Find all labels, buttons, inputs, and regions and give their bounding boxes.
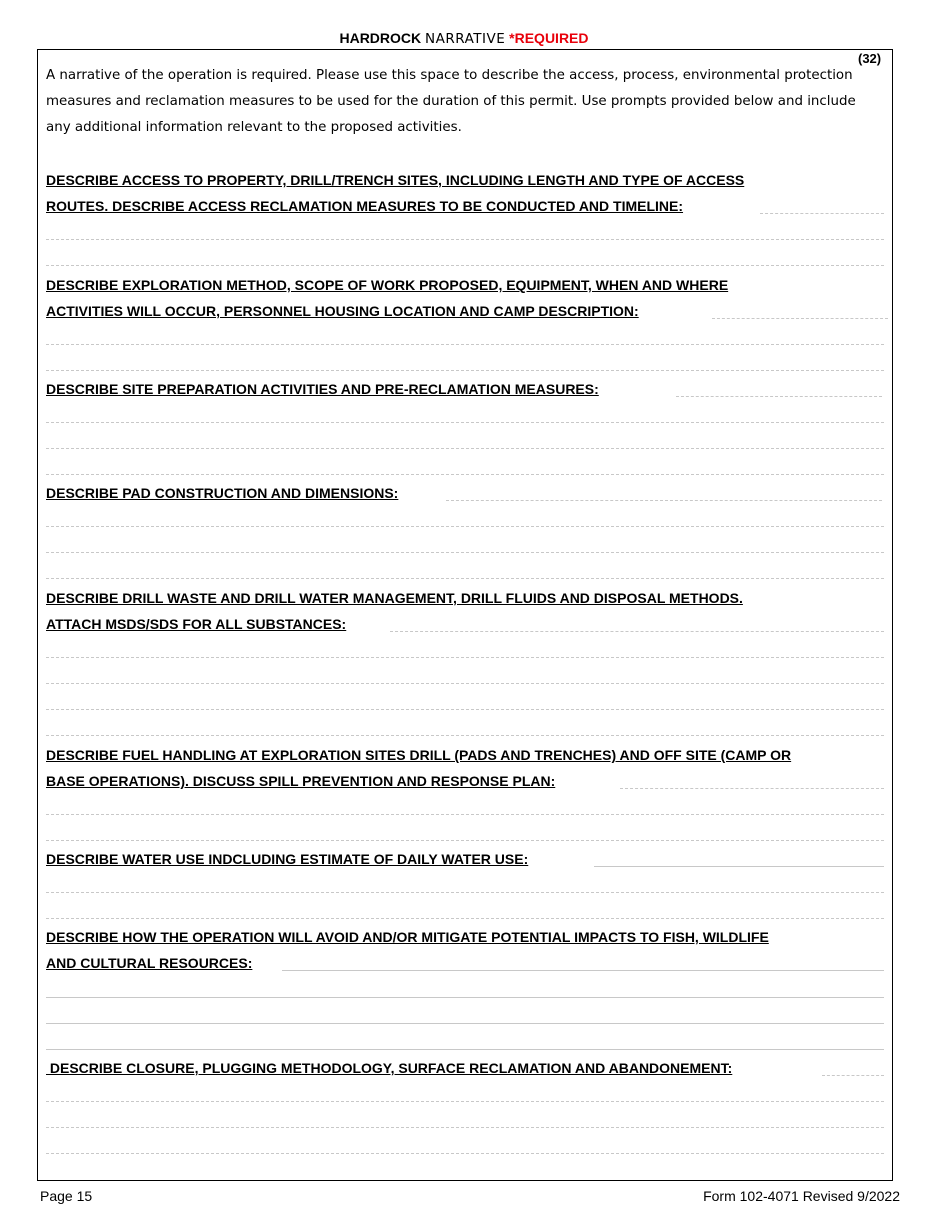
exploration-answer-line[interactable] <box>46 370 884 371</box>
form-number: Form 102-4071 Revised 9/2022 <box>703 1188 900 1204</box>
fuel-answer-line[interactable] <box>620 788 884 789</box>
water-answer-line[interactable] <box>46 892 884 893</box>
drill-waste-answer-line[interactable] <box>46 657 884 658</box>
fuel-answer-line[interactable] <box>46 814 884 815</box>
drill-waste-prompt-line-2: ATTACH MSDS/SDS FOR ALL SUBSTANCES: <box>46 616 347 632</box>
site-prep-answer-line[interactable] <box>46 422 884 423</box>
access-prompt-line-1: DESCRIBE ACCESS TO PROPERTY, DRILL/TRENCH SITES, INCLUDING LENGTH AND TYPE OF ACCESS <box>46 172 745 188</box>
pad-answer-line[interactable] <box>46 578 884 579</box>
pad-prompt: DESCRIBE PAD CONSTRUCTION AND DIMENSIONS: <box>46 485 399 501</box>
title-bold: HARDROCK <box>339 30 422 46</box>
impacts-prompt-line-2: AND CULTURAL RESOURCES: <box>46 955 253 971</box>
access-answer-line[interactable] <box>46 265 884 266</box>
impacts-answer-line[interactable] <box>46 1023 884 1024</box>
access-answer-line[interactable] <box>46 239 884 240</box>
pad-answer-line[interactable] <box>46 552 884 553</box>
intro-text <box>46 63 884 141</box>
drill-waste-answer-line[interactable] <box>46 735 884 736</box>
water-answer-line[interactable] <box>594 866 884 867</box>
drill-waste-answer-line[interactable] <box>46 683 884 684</box>
pad-answer-line[interactable] <box>46 526 884 527</box>
exploration-prompt-line-1: DESCRIBE EXPLORATION METHOD, SCOPE OF WORK PROPOSED, EQUIPMENT, WHEN AND WHERE <box>46 277 729 293</box>
fuel-answer-line[interactable] <box>46 840 884 841</box>
site-prep-answer-line[interactable] <box>46 448 884 449</box>
closure-prompt: DESCRIBE CLOSURE, PLUGGING METHODOLOGY, SURFACE RECLAMATION AND ABANDONEMENT: <box>46 1060 733 1076</box>
impacts-answer-line[interactable] <box>46 1049 884 1050</box>
drill-waste-answer-line[interactable] <box>46 709 884 710</box>
access-prompt-line-2: ROUTES. DESCRIBE ACCESS RECLAMATION MEASURES TO BE CONDUCTED AND TIMELINE: <box>46 198 684 214</box>
intro-line-1: A narrative of the operation is required. Please use this space to describe the access, process, environmental protection <box>46 68 853 83</box>
exploration-answer-line[interactable] <box>46 344 884 345</box>
access-answer-line[interactable] <box>760 213 884 214</box>
exploration-answer-line[interactable] <box>712 318 888 319</box>
closure-answer-line[interactable] <box>46 1153 884 1154</box>
site-prep-answer-line[interactable] <box>676 396 882 397</box>
fuel-prompt-line-1: DESCRIBE FUEL HANDLING AT EXPLORATION SITES DRILL (PADS AND TRENCHES) AND OFF SITE (CAMP OR <box>46 747 792 763</box>
page-number: Page 15 <box>40 1188 93 1204</box>
impacts-prompt-line-1: DESCRIBE HOW THE OPERATION WILL AVOID AND/OR MITIGATE POTENTIAL IMPACTS TO FISH, WILDLIFE <box>46 929 769 945</box>
form-title <box>0 30 928 47</box>
impacts-answer-line[interactable] <box>282 970 884 971</box>
site-prep-prompt: DESCRIBE SITE PREPARATION ACTIVITIES AND PRE-RECLAMATION MEASURES: <box>46 381 599 397</box>
title-narrative: NARRATIVE <box>425 31 506 47</box>
intro-line-2: measures and reclamation measures to be used for the duration of this permit. Use prompts provided below and include <box>46 94 856 109</box>
drill-waste-answer-line[interactable] <box>390 631 884 632</box>
fuel-prompt-line-2: BASE OPERATIONS). DISCUSS SPILL PREVENTION AND RESPONSE PLAN: <box>46 773 556 789</box>
site-prep-answer-line[interactable] <box>46 474 884 475</box>
intro-line-3: any additional information relevant to the proposed activities. <box>46 120 462 135</box>
water-prompt: DESCRIBE WATER USE INDCLUDING ESTIMATE OF DAILY WATER USE: <box>46 851 529 867</box>
closure-answer-line[interactable] <box>46 1101 884 1102</box>
exploration-prompt-line-2: ACTIVITIES WILL OCCUR, PERSONNEL HOUSING LOCATION AND CAMP DESCRIPTION: <box>46 303 639 319</box>
impacts-answer-line[interactable] <box>46 997 884 998</box>
required-label: *REQUIRED <box>509 30 589 46</box>
drill-waste-prompt-line-1: DESCRIBE DRILL WASTE AND DRILL WATER MANAGEMENT, DRILL FLUIDS AND DISPOSAL METHODS. <box>46 590 743 606</box>
closure-answer-line[interactable] <box>822 1075 884 1076</box>
page-reference: (32) <box>858 51 882 66</box>
pad-answer-line[interactable] <box>446 500 882 501</box>
closure-answer-line[interactable] <box>46 1127 884 1128</box>
water-answer-line[interactable] <box>46 918 884 919</box>
